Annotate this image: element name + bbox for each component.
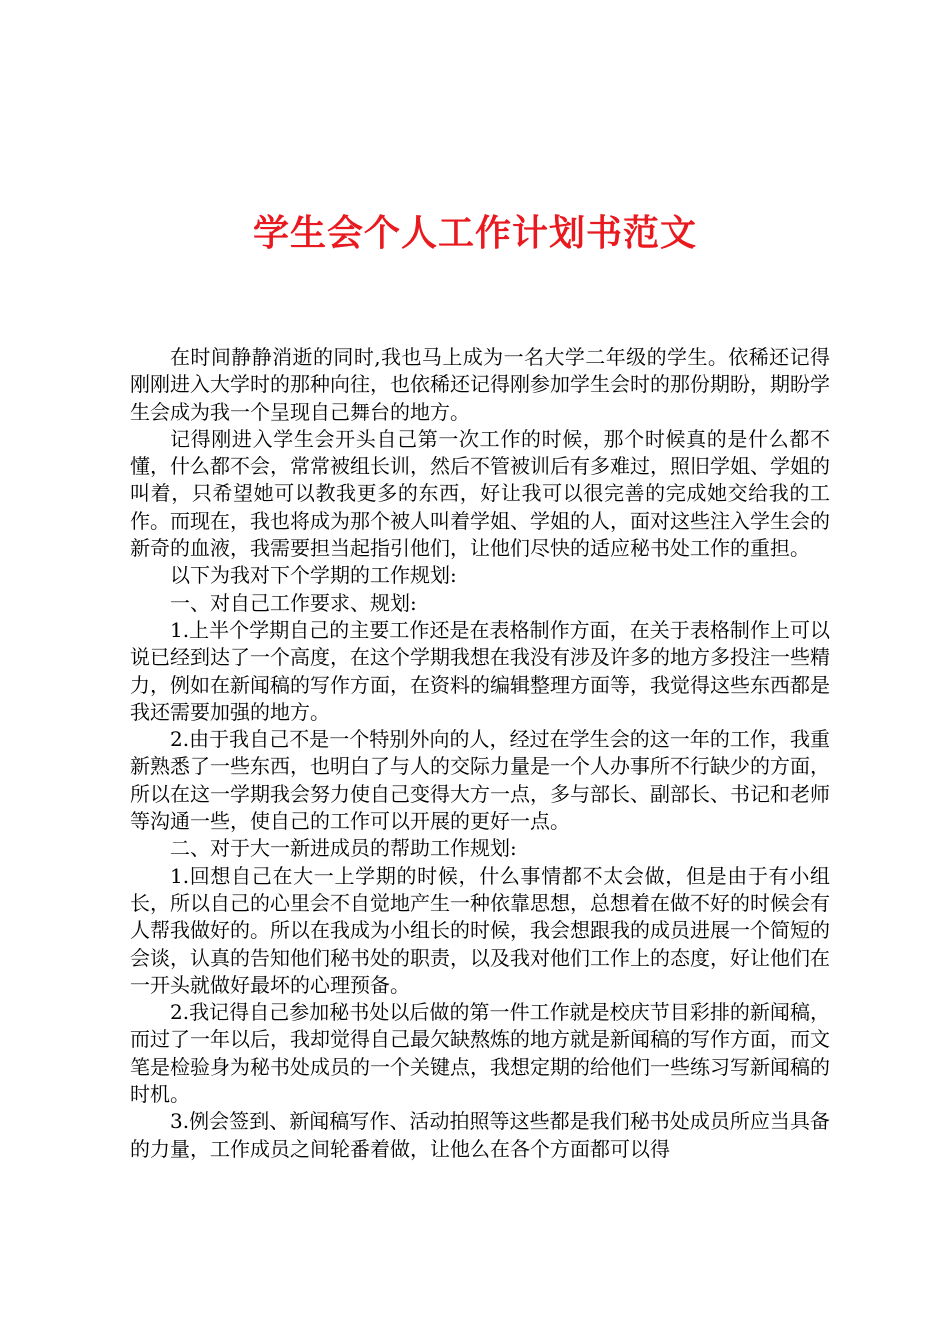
paragraph: 在时间静静消逝的同时,我也马上成为一名大学二年级的学生。依稀还记得刚刚进入大学时的那种向往，也依稀还记得刚参加学生会时的那份期盼，期盼学生会成为我一个呈现自己舞台的地方。 (130, 345, 830, 424)
paragraph: 1.回想自己在大一上学期的时候，什么事情都不太会做，但是由于有小组长，所以自己的心里会不自觉地产生一种依靠思想，总想着在做不好的时候会有人帮我做好的。所以在我成为小组长的时候，我会想跟我的成员进展一个简短的会谈，认真的告知他们秘书处的职责，以及我对他们工作上的态度，好让他们在一开头就做好最坏的心理预备。 (130, 863, 830, 997)
paragraph: 记得刚进入学生会开头自己第一次工作的时候，那个时候真的是什么都不懂，什么都不会，常常被组长训，然后不管被训后有多难过，照旧学姐、学姐的叫着，只希望她可以教我更多的东西，好让我可以很完善的完成她交给我的工作。而现在，我也将成为那个被人叫着学姐、学姐的人，面对这些注入学生会的新奇的血液，我需要担当起指引他们，让他们尽快的适应秘书处工作的重担。 (130, 426, 830, 561)
paragraph: 2.由于我自己不是一个特别外向的人，经过在学生会的这一年的工作，我重新熟悉了一些东西，也明白了与人的交际力量是一个人办事所不行缺少的方面，所以在这一学期我会努力使自己变得大方一点，多与部长、副部长、书记和老师等沟通一些，使自己的工作可以开展的更好一点。 (130, 727, 830, 834)
document-title: 学生会个人工作计划书范文 (252, 212, 697, 254)
document-body (130, 344, 830, 1163)
paragraph: 2.我记得自己参加秘书处以后做的第一件工作就是校庆节目彩排的新闻稿，而过了一年以后，我却觉得自己最欠缺熬炼的地方就是新闻稿的写作方面，而文笔是检验身为秘书处成员的一个关键点，我想定期的给他们一些练习写新闻稿的时机。 (130, 1000, 830, 1107)
paragraph: 1.上半个学期自己的主要工作还是在表格制作方面，在关于表格制作上可以说已经到达了一个高度，在这个学期我想在我没有涉及许多的地方多投注一些精力，例如在新闻稿的写作方面，在资料的编辑整理方面等，我觉得这些东西都是我还需要加强的地方。 (130, 617, 830, 724)
section-heading: 二、对于大一新进成员的帮助工作规划: (170, 836, 517, 861)
paragraph: 以下为我对下个学期的工作规划: (170, 563, 457, 588)
section-heading: 一、对自己工作要求、规划: (170, 590, 417, 615)
paragraph: 3.例会签到、新闻稿写作、活动拍照等这些都是我们秘书处成员所应当具备的力量，工作成员之间轮番着做，让他么在各个方面都可以得 (130, 1109, 830, 1161)
